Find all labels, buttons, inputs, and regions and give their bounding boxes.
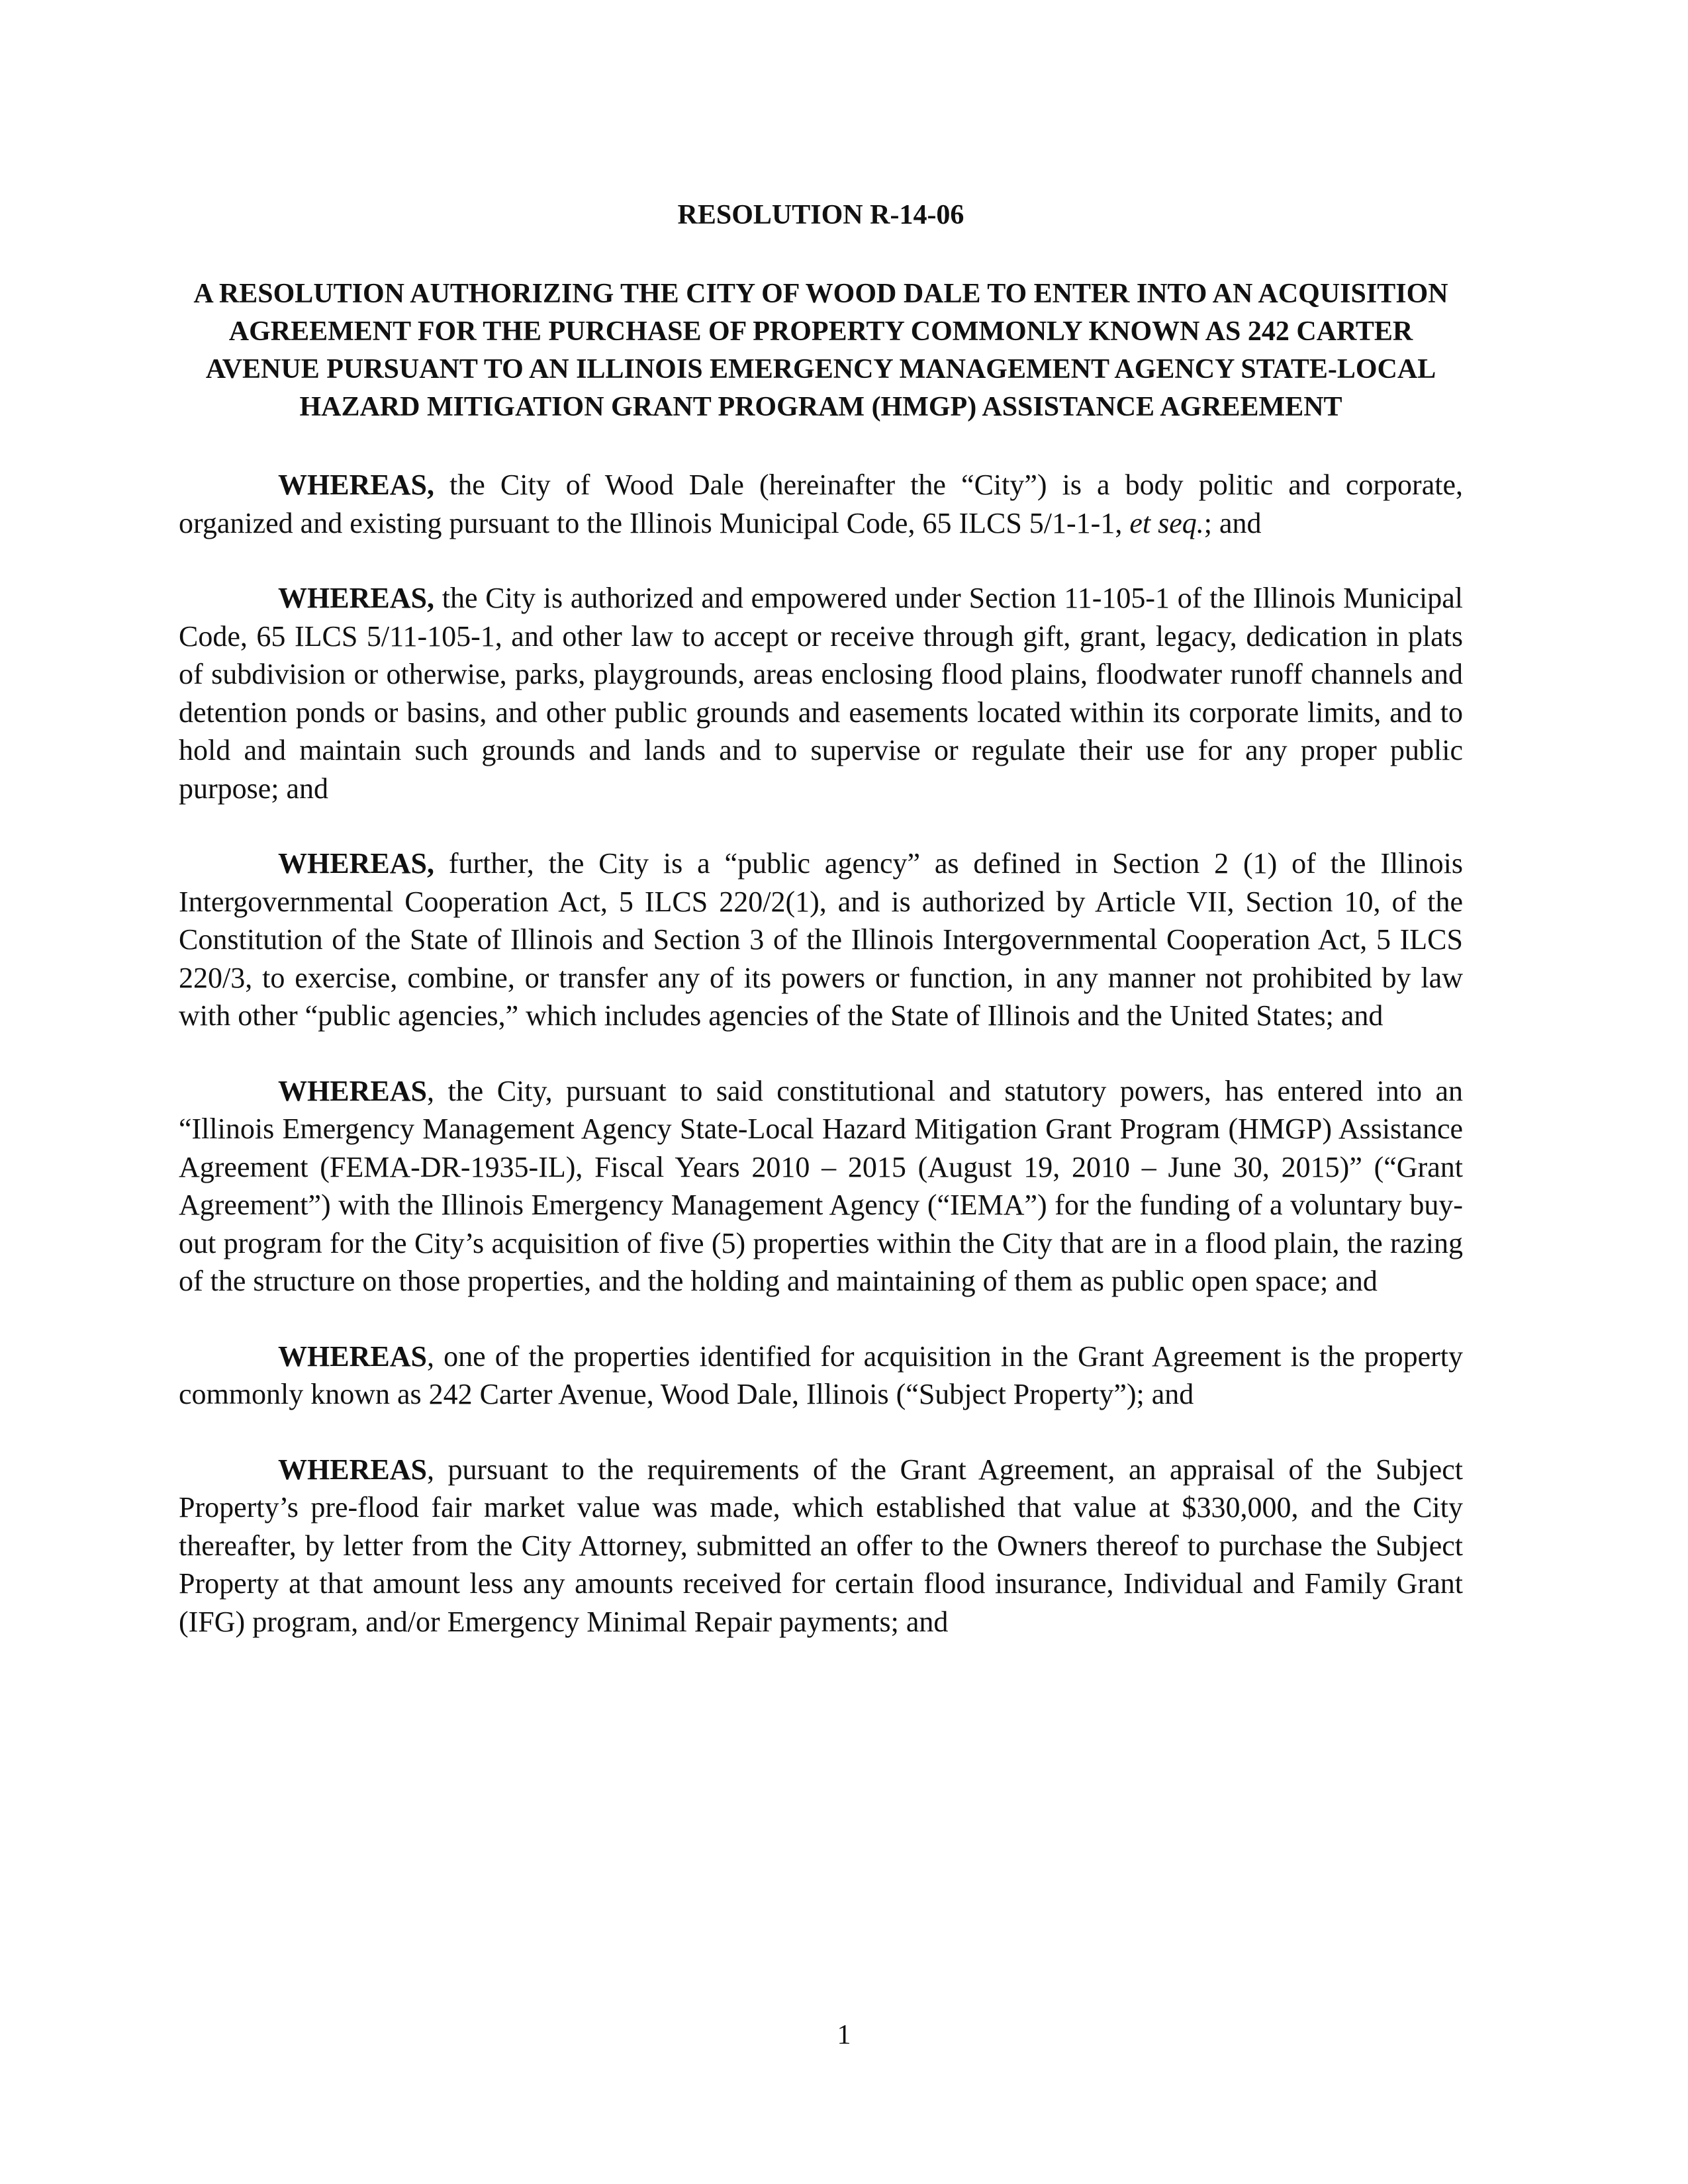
paragraph-text: , pursuant to the requirements of the Grant Agreement, an appraisal of the Subject Property’s pre-flood fair market value was made, which established that value at $330,000, and the City thereafter, by letter from the City Attorney, submitted an offer to the Owners thereof to purchase the Subject Property at that amount less any amounts received for certain flood insurance, Individual and Family Grant (IFG) program, and/or Emergency Minimal Repair payments; and bbox=[179, 1453, 1463, 1638]
whereas-lead: WHEREAS, bbox=[278, 582, 434, 614]
whereas-paragraph-5 bbox=[179, 1338, 1463, 1414]
paragraph-text: the City is authorized and empowered under Section 11-105-1 of the Illinois Municipal Code, 65 ILCS 5/11-105-1, and other law to accept or receive through gift, grant, legacy, dedication in plats of subdivision or otherwise, parks, playgrounds, areas enclosing flood plains, floodwater runoff channels and detention ponds or basins, and other public grounds and easements located within its corporate limits, and to hold and maintain such grounds and lands and to supervise or regulate their use for any proper public purpose; and bbox=[179, 582, 1464, 805]
resolution-title: A RESOLUTION AUTHORIZING THE CITY OF WOOD DALE TO ENTER INTO AN ACQUISITION AGREEMENT FOR THE PURCHASE OF PROPERTY COMMONLY KNOWN AS 242 CARTER AVENUE PURSUANT TO AN ILLINOIS EMERGENCY MANAGEMENT AGENCY STATE-LOCAL HAZARD MITIGATION GRANT PROGRAM (HMGP) ASSISTANCE AGREEMENT bbox=[193, 279, 1448, 422]
paragraph-italic: et seq. bbox=[1129, 506, 1204, 539]
whereas-paragraph-3 bbox=[179, 844, 1463, 1035]
whereas-paragraph-4 bbox=[179, 1072, 1463, 1300]
whereas-lead: WHEREAS bbox=[278, 1074, 427, 1107]
whereas-lead: WHEREAS bbox=[278, 1453, 427, 1486]
paragraph-text: further, the City is a “public agency” as defined in Section 2 (1) of the Illinois Intergovernmental Cooperation Act, 5 ILCS 220/2(1), and is authorized by Article VII, Section 10, of the Constitution of the State of Illinois and Section 3 of the Illinois Intergovernmental Cooperation Act, 5 ILCS 220/3, to exercise, combine, or transfer any of its powers or function, in any manner not prohibited by law with other “public agencies,” which includes agencies of the State of Illinois and the United States; and bbox=[179, 847, 1463, 1032]
document-body bbox=[179, 199, 1463, 1678]
resolution-number: RESOLUTION R-14-06 bbox=[677, 200, 964, 230]
whereas-lead: WHEREAS bbox=[278, 1340, 427, 1373]
whereas-paragraph-1 bbox=[179, 466, 1463, 542]
whereas-lead: WHEREAS, bbox=[278, 847, 434, 880]
page-number: 1 bbox=[837, 2020, 851, 2050]
paragraph-text: , the City, pursuant to said constitutional and statutory powers, has entered into an “Illinois Emergency Management Agency State-Local Hazard Mitigation Grant Program (HMGP) Assistance Agreement (FEMA-DR-1935-IL), Fiscal Years 2010 – 2015 (August 19, 2010 – June 30, 2015)” (“Grant Agreement”) with the Illinois Emergency Management Agency (“IEMA”) for the funding of a voluntary buy-out program for the City’s acquisition of five (5) properties within the City that are in a flood plain, the razing of the structure on those properties, and the holding and maintaining of them as public open space; and bbox=[179, 1074, 1463, 1297]
whereas-paragraph-2 bbox=[179, 579, 1463, 807]
whereas-lead: WHEREAS, bbox=[278, 469, 434, 501]
paragraph-tail: ; and bbox=[1203, 506, 1262, 539]
paragraph-text: the City of Wood Dale (hereinafter the “City”) is a body politic and corporate, organized and existing pursuant to the Illinois Municipal Code, 65 ILCS 5/1-1-1, bbox=[179, 469, 1463, 539]
whereas-paragraph-6 bbox=[179, 1451, 1463, 1641]
paragraph-text: , one of the properties identified for acquisition in the Grant Agreement is the property commonly known as 242 Carter Avenue, Wood Dale, Illinois (“Subject Property”); and bbox=[179, 1340, 1463, 1410]
